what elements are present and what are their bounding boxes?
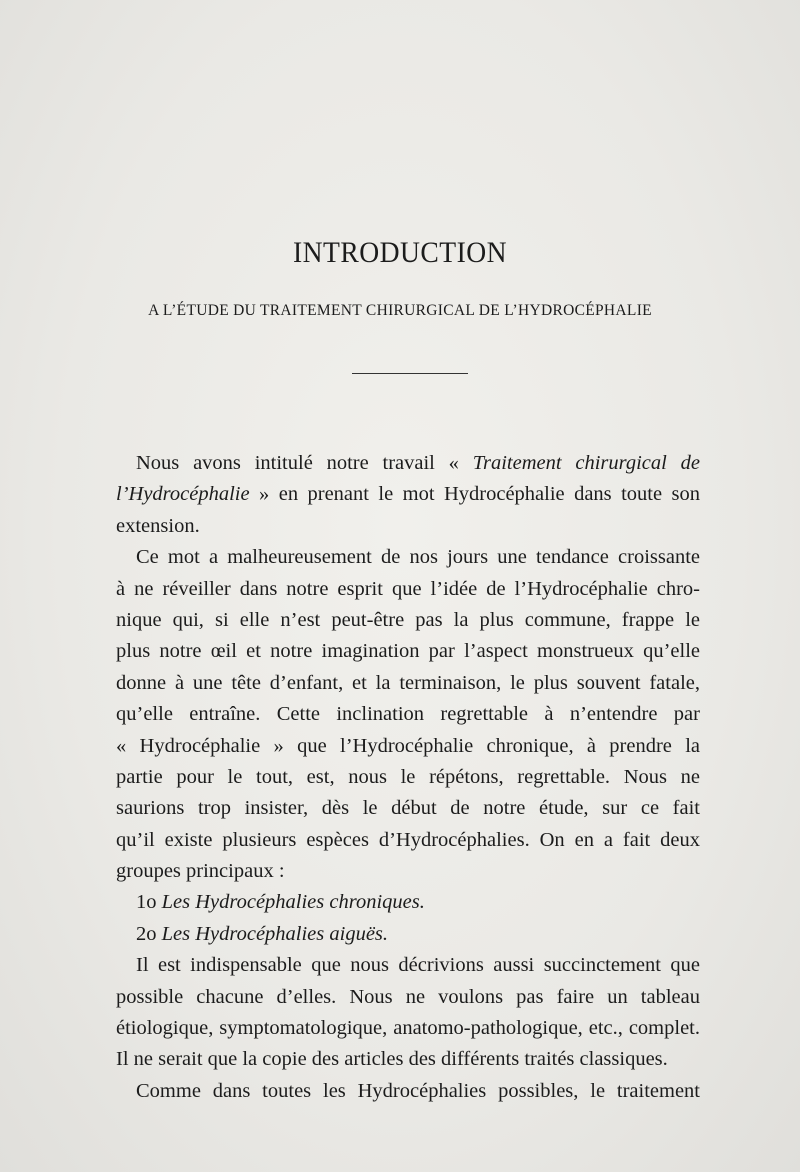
- text-run: » en prenant le mot Hydrocéphalie dans toute son: [249, 483, 700, 506]
- text-line: « Hydrocéphalie » que l’Hydrocéphalie chronique, à prendre la: [116, 734, 700, 757]
- text-line: donne à une tête d’enfant, et la terminaison, le plus souvent fatale,: [116, 671, 700, 694]
- list-number: 2o: [136, 922, 157, 945]
- italic-run: Les Hydrocéphalies chroniques.: [161, 891, 425, 914]
- list-item: [116, 887, 700, 918]
- italic-run: Les Hydrocéphalies aiguës.: [161, 922, 389, 945]
- text-line: Comme dans toutes les Hydrocéphalies possibles, le traitement: [136, 1079, 700, 1102]
- text-line: groupes principaux :: [116, 860, 285, 883]
- italic-run: Traitement chirurgical de: [472, 452, 701, 474]
- text-line: partie pour le tout, est, nous le répétons, regrettable. Nous ne: [116, 765, 700, 788]
- text-line: Il ne serait que la copie des articles des différents traités classiques.: [116, 1048, 668, 1071]
- text-line: qu’il existe plusieurs espèces d’Hydrocéphalies. On en a fait deux: [116, 828, 700, 851]
- chapter-title: INTRODUCTION: [292, 236, 508, 269]
- text-line: saurions trop insister, dès le début de notre étude, sur ce fait: [116, 797, 700, 820]
- text-line: [116, 479, 700, 510]
- text-line: extension.: [116, 514, 200, 537]
- text-line: [116, 448, 700, 479]
- text-line: plus notre œil et notre imagination par l’aspect monstrueux qu’elle: [116, 640, 700, 663]
- list-item: [116, 919, 700, 950]
- text-line: Ce mot a malheureusement de nos jours une tendance croissante: [136, 546, 700, 569]
- chapter-subtitle: A L’ÉTUDE DU TRAITEMENT CHIRURGICAL DE L’HYDROCÉPHALIE: [148, 302, 652, 319]
- text-line: qu’elle entraîne. Cette inclination regrettable à n’entendre par: [116, 703, 700, 726]
- text-line: Il est indispensable que nous décrivions aussi succinctement que: [136, 954, 700, 977]
- text-line: possible chacune d’elles. Nous ne voulons pas faire un tableau: [116, 985, 700, 1008]
- title-divider: [352, 373, 468, 374]
- list-number: 1o: [136, 891, 157, 914]
- text-line: nique qui, si elle n’est peut-être pas la plus commune, frappe le: [116, 608, 700, 631]
- text-line: à ne réveiller dans notre esprit que l’idée de l’Hydrocéphalie chro-: [116, 577, 700, 600]
- text-run: Nous avons intitulé notre travail «: [136, 452, 473, 474]
- text-line: étiologique, symptomatologique, anatomo-pathologique, etc., complet.: [116, 1017, 700, 1040]
- body-text: [116, 448, 700, 1107]
- italic-run: l’Hydrocéphalie: [116, 483, 250, 506]
